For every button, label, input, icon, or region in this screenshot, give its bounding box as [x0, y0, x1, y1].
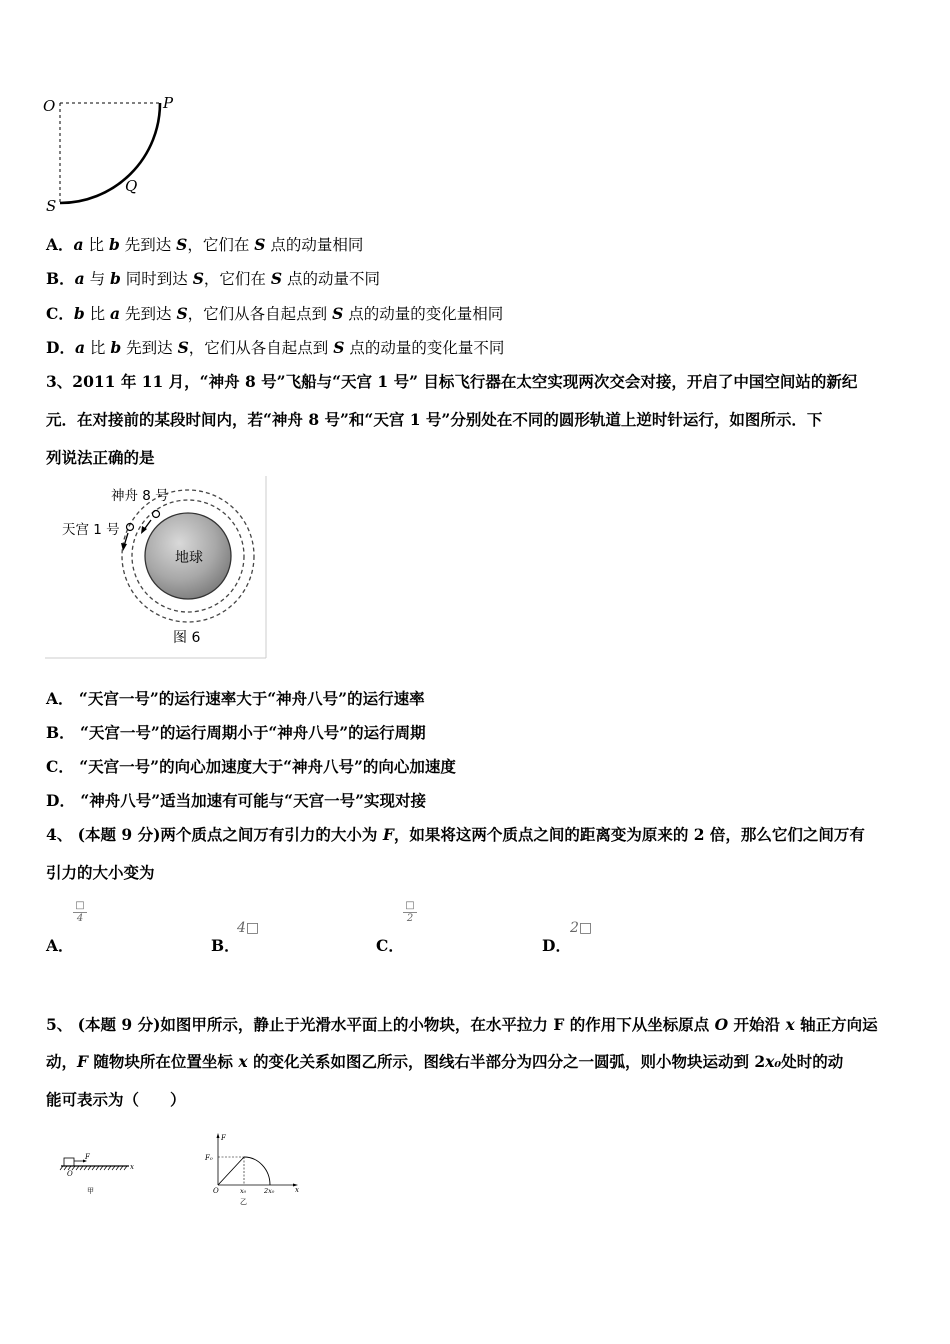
q4-choice-a-fraction — [73, 900, 87, 925]
q2-option-b — [46, 269, 380, 289]
text: ，如果将这两个质点之间的距离变为原来的 2 倍，那么它们之间万有 — [393, 825, 865, 844]
q5-line-1 — [46, 1015, 878, 1035]
linear-segment — [218, 1157, 244, 1185]
label-s: S — [46, 197, 57, 215]
text: 先到达 — [119, 236, 177, 254]
text: 随物块所在位置坐标 — [88, 1052, 239, 1071]
tiangong-label: 天宫 1 号 — [62, 522, 120, 538]
text: 点的动量的变化量相同 — [343, 305, 504, 323]
origin-label: O — [213, 1187, 219, 1195]
text: 的变化关系如图乙所示，图线右半部分为四分之一圆弧，则小物块运动到 2 — [247, 1052, 766, 1071]
var-s: S — [333, 338, 345, 357]
q4-choice-b: B． — [211, 936, 240, 955]
q3-option-c: C． “天宫一号”的向心加速度大于“神舟八号”的向心加速度 — [46, 757, 456, 776]
label-o: O — [43, 97, 56, 115]
q3-line-3: 列说法正确的是 — [46, 448, 155, 467]
var-a: a — [73, 235, 84, 254]
figure-caption: 图 6 — [173, 630, 201, 646]
q2-option-c — [46, 304, 503, 324]
x-axis-label: x — [130, 1163, 134, 1171]
figure-jia — [55, 1150, 140, 1198]
numerator: □ — [75, 900, 85, 911]
q4-choice-c: C． — [376, 936, 404, 955]
2x0-label: 2x₀ — [264, 1187, 275, 1195]
q4-line-1 — [46, 825, 865, 845]
text: 4、 (本题 9 分)两个质点之间万有引力的大小为 — [46, 825, 383, 844]
figure-yi — [200, 1130, 305, 1210]
text: ，它们从各自起点到 — [187, 305, 333, 323]
q4-line-2: 引力的大小变为 — [46, 863, 155, 882]
earth-label: 地球 — [175, 550, 203, 566]
quarter-arc-track — [60, 103, 160, 203]
denominator: 4 — [76, 913, 84, 924]
q4-choice-d: D． — [542, 936, 571, 955]
text: 点的动量的变化量不同 — [344, 339, 505, 357]
var-s: S — [176, 235, 188, 254]
text: 同时到达 — [120, 270, 193, 288]
label-q: Q — [125, 177, 138, 195]
text: ，它们从各自起点到 — [188, 339, 334, 357]
denominator: 2 — [406, 913, 414, 924]
label-p: P — [163, 94, 174, 112]
var-a: a — [110, 304, 121, 323]
var-s: S — [332, 304, 344, 323]
var-x0: x₀ — [765, 1052, 782, 1071]
var-b: b — [110, 338, 122, 357]
f0-label: F₀ — [205, 1154, 213, 1162]
text: 点的动量相同 — [265, 236, 364, 254]
var-s: S — [177, 338, 189, 357]
text: ，它们在 — [203, 270, 271, 288]
q3-option-a: A． “天宫一号”的运行速率大于“神舟八号”的运行速率 — [46, 689, 425, 708]
var-o: O — [714, 1015, 729, 1034]
text: 5、 (本题 9 分)如图甲所示，静止于光滑水平面上的小物块，在水平拉力 F 的作用下从坐标原点 — [46, 1015, 715, 1034]
q5-line-3: 能可表示为（ ） — [46, 1090, 186, 1109]
x0-label: x₀ — [240, 1187, 247, 1195]
var-a: a — [74, 269, 85, 288]
text: 比 — [83, 236, 109, 254]
caption-jia: 甲 — [87, 1187, 94, 1195]
f-axis-label: F — [221, 1134, 226, 1142]
text: 与 — [84, 270, 111, 288]
q2-option-d — [46, 338, 504, 358]
shenzhou-label: 神舟 8 号 — [111, 488, 169, 504]
orbit-figure — [45, 476, 268, 659]
var-b: b — [108, 235, 120, 254]
var-f: F — [77, 1052, 89, 1071]
text: 处时的动 — [781, 1052, 844, 1071]
q4-choice-b-expr: 4□ — [237, 920, 260, 936]
shenzhou-marker — [153, 511, 160, 518]
force-label: F — [85, 1153, 90, 1161]
q4-choice-d-expr: 2□ — [570, 920, 593, 936]
var-x: x — [785, 1015, 795, 1034]
quarter-circle-arc — [244, 1157, 270, 1185]
var-b: b — [73, 304, 85, 323]
y-axis-arrowhead — [217, 1133, 220, 1138]
q3-option-b: B． “天宫一号”的运行周期小于“神舟八号”的运行周期 — [46, 723, 426, 742]
var-s: S — [192, 269, 204, 288]
var-f: F — [382, 825, 394, 844]
text: 比 — [85, 339, 111, 357]
q3-line-2: 元．在对接前的某段时间内，若“神舟 8 号”和“天宫 1 号”分别处在不同的圆形轨道上逆时针运行，如图所示．下 — [46, 410, 823, 429]
var-s: S — [270, 269, 283, 288]
q3-option-d: D． “神舟八号”适当加速有可能与“天宫一号”实现对接 — [46, 791, 427, 810]
x-axis-label: x — [295, 1186, 299, 1194]
text: 先到达 — [121, 339, 178, 357]
q3-line-1: 3、2011 年 11 月，“神舟 8 号”飞船与“天宫 1 号” 目标飞行器在太空实现两次交会对接，开启了中国空间站的新纪 — [46, 372, 858, 391]
var-s: S — [254, 235, 266, 254]
arc-diagram — [40, 90, 190, 218]
q4-choice-c-fraction — [403, 900, 417, 925]
q4-choice-a: A． — [46, 936, 74, 955]
q2-option-a — [46, 235, 363, 255]
block — [64, 1158, 74, 1166]
option-letter: A． — [46, 235, 74, 254]
text: ，它们在 — [187, 236, 255, 254]
text: 开始沿 — [728, 1015, 786, 1034]
var-x: x — [238, 1052, 248, 1071]
caption-yi: 乙 — [240, 1198, 247, 1206]
text: 先到达 — [120, 305, 177, 323]
origin-label: O — [67, 1170, 73, 1178]
text: 动， — [46, 1052, 78, 1071]
var-a: a — [74, 338, 85, 357]
text: 轴正方向运 — [794, 1015, 878, 1034]
var-s: S — [176, 304, 188, 323]
option-letter: D． — [46, 338, 75, 357]
var-b: b — [110, 269, 121, 288]
q5-line-2 — [46, 1052, 843, 1072]
text: 比 — [84, 305, 111, 323]
option-letter: B． — [46, 269, 75, 288]
option-letter: C． — [46, 304, 74, 323]
text: 点的动量不同 — [282, 270, 380, 288]
numerator: □ — [405, 900, 415, 911]
